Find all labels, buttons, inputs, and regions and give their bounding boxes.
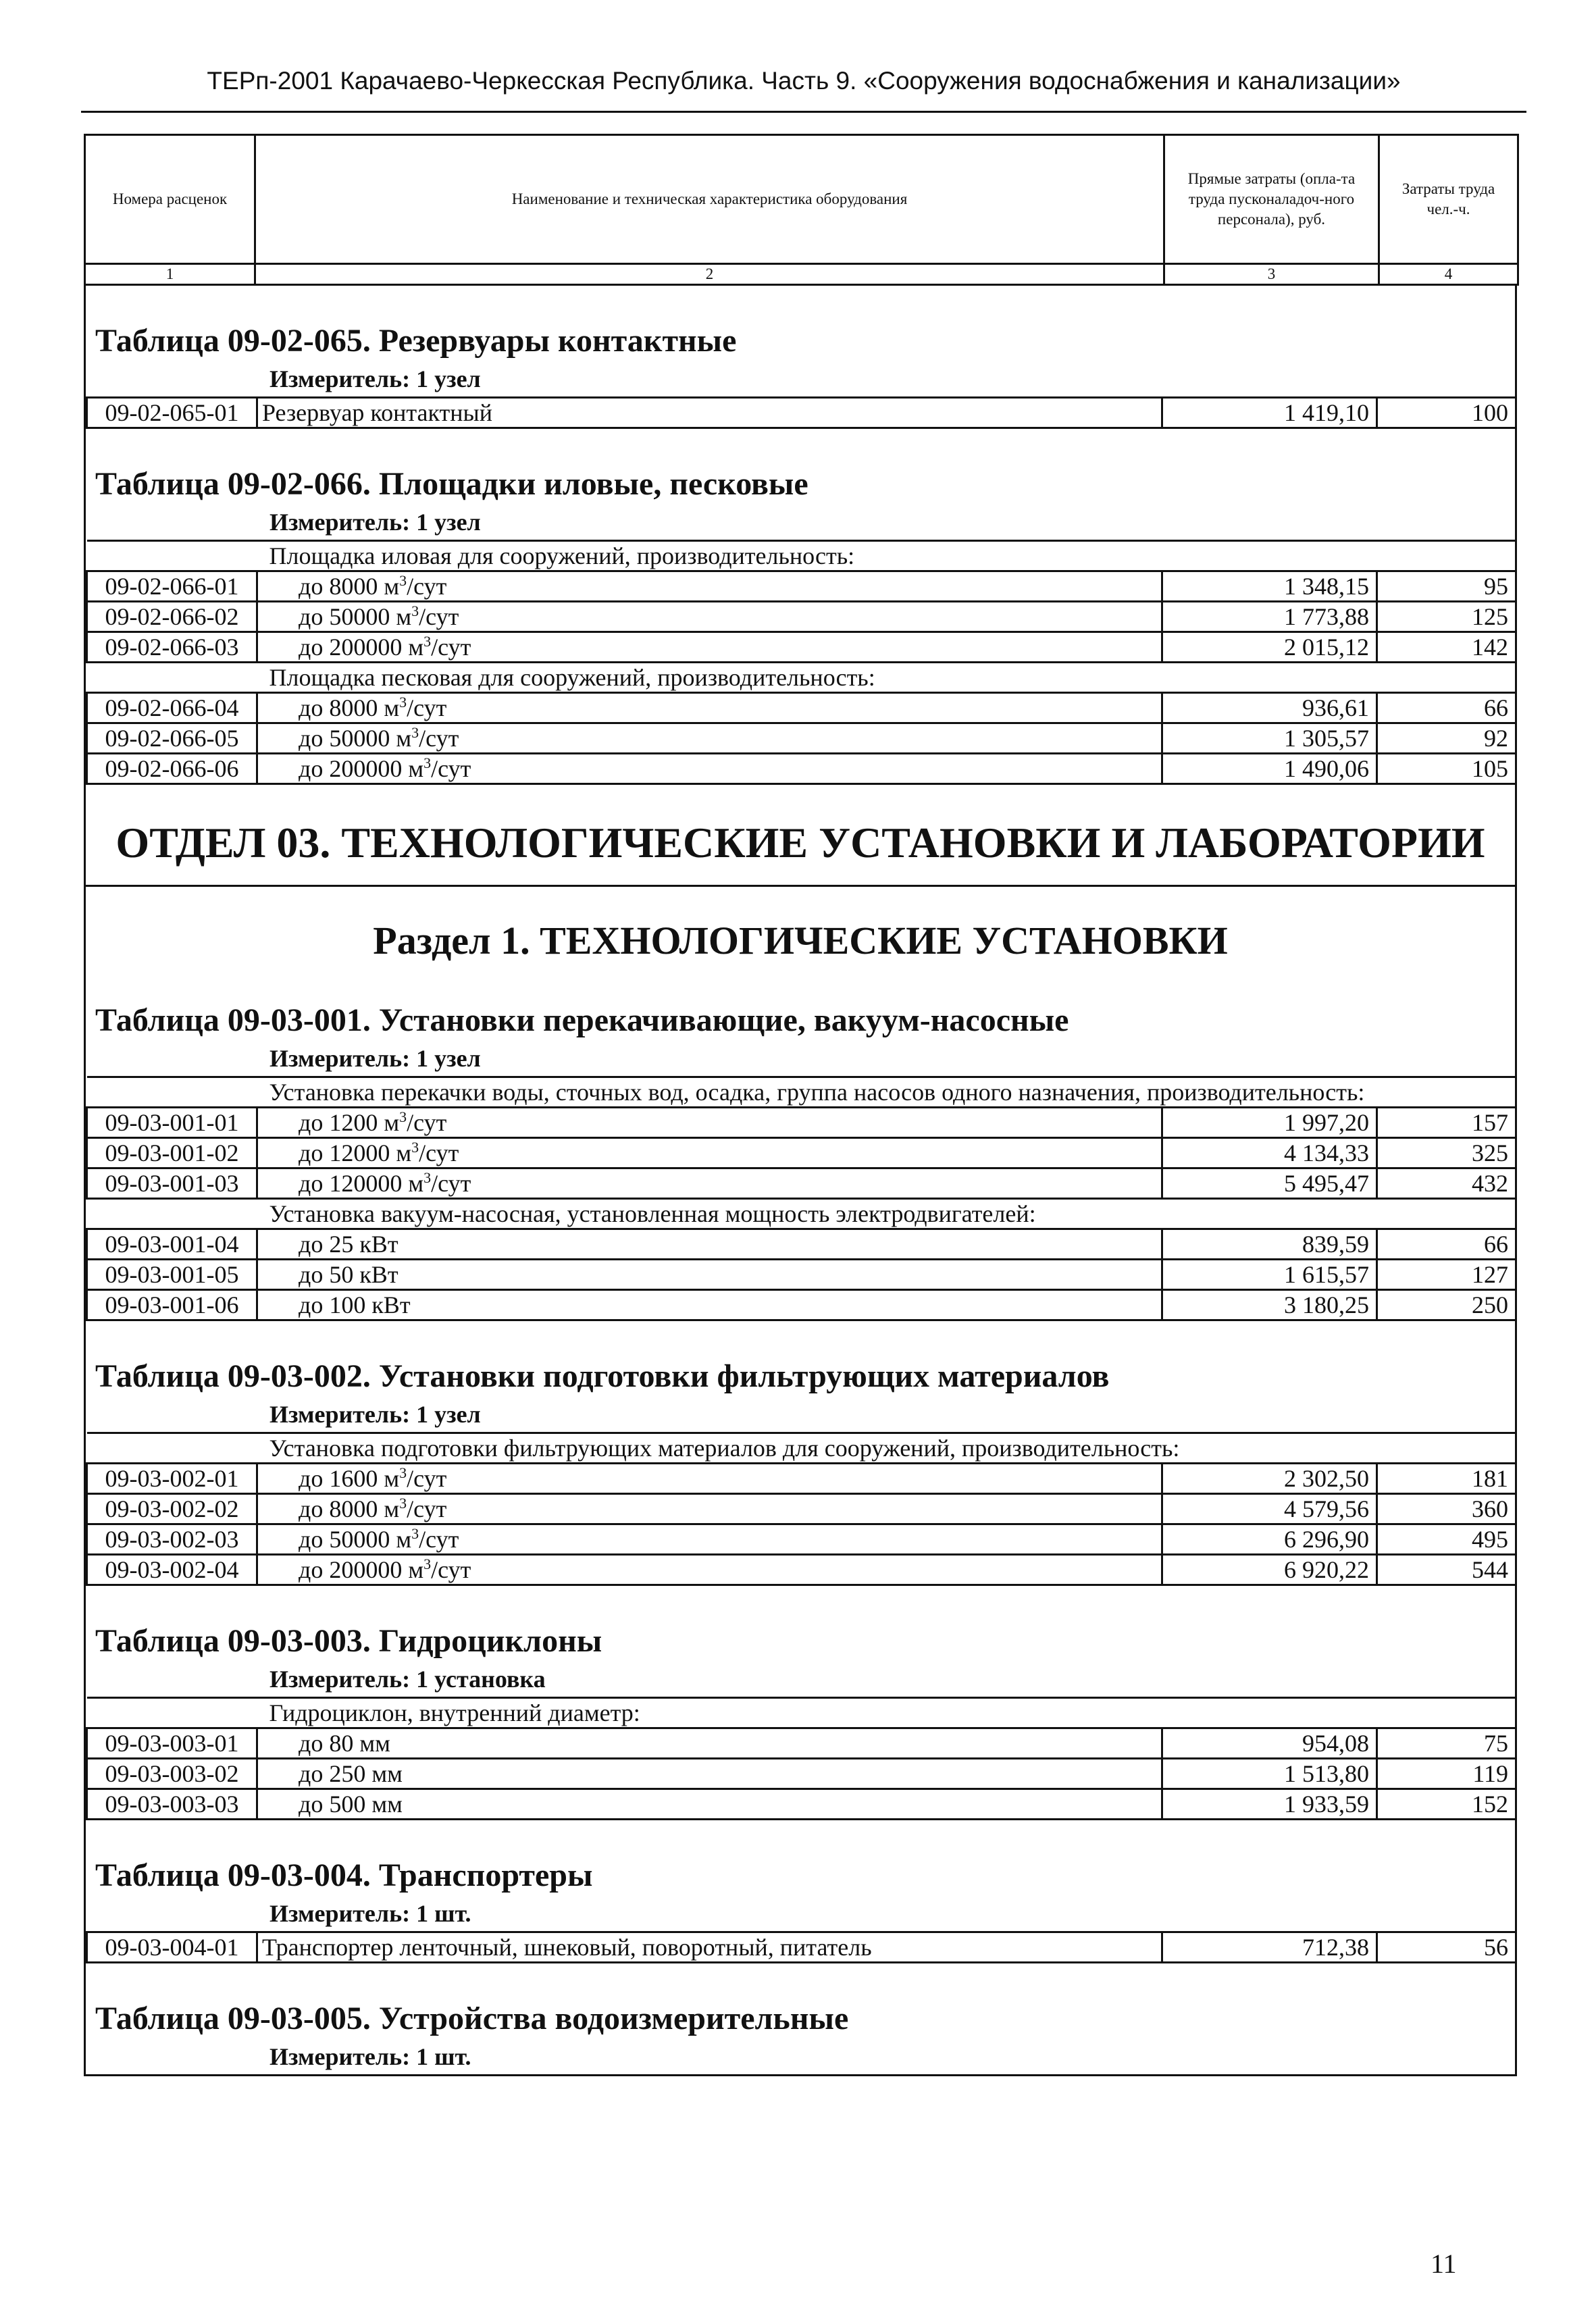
page-number: 11 <box>1431 2248 1457 2279</box>
rate-labor: 152 <box>1377 1789 1516 1820</box>
rate-name: Транспортер ленточный, шнековый, поворотный, питатель <box>257 1932 1162 1963</box>
rate-cost: 1 513,80 <box>1162 1759 1377 1789</box>
rate-labor: 127 <box>1377 1260 1516 1290</box>
price-table-document <box>84 134 1517 2076</box>
rate-labor: 142 <box>1377 632 1516 663</box>
rate-labor: 495 <box>1377 1524 1516 1555</box>
measure-label: Измеритель: 1 узел <box>269 509 481 536</box>
rate-cost: 1 348,15 <box>1162 571 1377 602</box>
rate-code: 09-03-002-02 <box>87 1494 257 1524</box>
table-row <box>87 1759 1516 1789</box>
column-header-labor: Затраты труда чел.-ч. <box>1379 135 1518 264</box>
rate-table-09-02-066 <box>86 540 1517 785</box>
rate-cost: 936,61 <box>1162 693 1377 723</box>
rate-code: 09-02-066-01 <box>87 571 257 602</box>
rate-code: 09-03-003-01 <box>87 1728 257 1759</box>
rate-labor: 157 <box>1377 1108 1516 1138</box>
rate-name: до 200000 $м^3$/сут <box>257 1555 1162 1585</box>
rate-labor: 250 <box>1377 1290 1516 1320</box>
rate-code: 09-03-001-03 <box>87 1168 257 1199</box>
table-row <box>87 1464 1516 1494</box>
column-header-cost: Прямые затраты (опла-та труда пусконаладоч-ного персонала), руб. <box>1164 135 1379 264</box>
rate-labor: 66 <box>1377 1229 1516 1260</box>
measure-label: Измеритель: 1 узел <box>269 1401 481 1428</box>
rate-code: 09-02-066-03 <box>87 632 257 663</box>
rate-table-09-03-002 <box>86 1432 1517 1586</box>
table-row <box>87 693 1516 723</box>
rate-code: 09-03-004-01 <box>87 1932 257 1963</box>
rate-cost: 2 015,12 <box>1162 632 1377 663</box>
measure-label: Измеритель: 1 узел <box>269 1045 481 1072</box>
rate-labor: 66 <box>1377 693 1516 723</box>
rate-cost: 1 933,59 <box>1162 1789 1377 1820</box>
rate-code: 09-03-002-04 <box>87 1555 257 1585</box>
table-title-09-03-001: Таблица 09-03-001. Установки перекачивающие, вакуум-насосные <box>95 1002 1069 1038</box>
rate-cost: 1 419,10 <box>1162 398 1377 428</box>
table-row <box>87 1524 1516 1555</box>
rate-code: 09-03-002-03 <box>87 1524 257 1555</box>
rate-table-09-03-003 <box>86 1697 1517 1820</box>
rate-cost: 3 180,25 <box>1162 1290 1377 1320</box>
rate-name: до 8000 $м^3$/сут <box>257 693 1162 723</box>
rate-labor: 56 <box>1377 1932 1516 1963</box>
column-number-4: 4 <box>1379 264 1518 285</box>
rate-labor: 125 <box>1377 602 1516 632</box>
group-heading: Установка подготовки фильтрующих материалов для сооружений, производительность: <box>87 1433 1516 1464</box>
rate-name: до 50 кВт <box>257 1260 1162 1290</box>
rate-cost: 1 490,06 <box>1162 754 1377 784</box>
rate-labor: 105 <box>1377 754 1516 784</box>
column-number-1: 1 <box>85 264 255 285</box>
table-title-09-03-003: Таблица 09-03-003. Гидроциклоны <box>95 1623 602 1659</box>
measure-label: Измеритель: 1 узел <box>269 365 481 392</box>
table-row <box>87 571 1516 602</box>
rate-name: до 12000 $м^3$/сут <box>257 1138 1162 1168</box>
rate-name: до 1600 $м^3$/сут <box>257 1464 1162 1494</box>
table-title-09-03-005: Таблица 09-03-005. Устройства водоизмерительные <box>95 2001 849 2036</box>
table-row <box>87 1108 1516 1138</box>
header-rule <box>81 111 1526 113</box>
table-body <box>84 286 1517 2076</box>
table-title-09-03-002: Таблица 09-03-002. Установки подготовки фильтрующих материалов <box>95 1358 1110 1394</box>
table-title-09-02-065: Таблица 09-02-065. Резервуары контактные <box>95 323 737 359</box>
measure-label: Измеритель: 1 установка <box>269 1666 546 1693</box>
rate-labor: 119 <box>1377 1759 1516 1789</box>
rate-labor: 100 <box>1377 398 1516 428</box>
rate-cost: 839,59 <box>1162 1229 1377 1260</box>
rate-name: до 500 мм <box>257 1789 1162 1820</box>
rate-labor: 75 <box>1377 1728 1516 1759</box>
rate-name: до 100 кВт <box>257 1290 1162 1320</box>
rate-code: 09-02-066-05 <box>87 723 257 754</box>
rate-code: 09-03-001-04 <box>87 1229 257 1260</box>
table-row <box>87 1229 1516 1260</box>
rate-name: до 200000 $м^3$/сут <box>257 754 1162 784</box>
table-row <box>87 1494 1516 1524</box>
department-heading: ОТДЕЛ 03. ТЕХНОЛОГИЧЕСКИЕ УСТАНОВКИ И ЛАБОРАТОРИИ <box>86 785 1515 887</box>
group-heading: Гидроциклон, внутренний диаметр: <box>87 1698 1516 1728</box>
rate-name: до 200000 $м^3$/сут <box>257 632 1162 663</box>
rate-cost: 1 773,88 <box>1162 602 1377 632</box>
table-title-09-02-066: Таблица 09-02-066. Площадки иловые, песковые <box>95 466 808 502</box>
group-heading: Площадка песковая для сооружений, производительность: <box>87 663 1516 693</box>
table-row <box>87 1555 1516 1585</box>
rate-cost: 4 134,33 <box>1162 1138 1377 1168</box>
rate-name: до 80 мм <box>257 1728 1162 1759</box>
rate-cost: 1 997,20 <box>1162 1108 1377 1138</box>
rate-name: до 120000 $м^3$/сут <box>257 1168 1162 1199</box>
rate-cost: 1 305,57 <box>1162 723 1377 754</box>
rate-labor: 325 <box>1377 1138 1516 1168</box>
table-row <box>87 1260 1516 1290</box>
rate-code: 09-02-065-01 <box>87 398 257 428</box>
column-number-2: 2 <box>255 264 1164 285</box>
rate-cost: 712,38 <box>1162 1932 1377 1963</box>
rate-cost: 1 615,57 <box>1162 1260 1377 1290</box>
rate-labor: 181 <box>1377 1464 1516 1494</box>
rate-labor: 544 <box>1377 1555 1516 1585</box>
rate-name: до 8000 $м^3$/сут <box>257 1494 1162 1524</box>
rate-name: до 25 кВт <box>257 1229 1162 1260</box>
group-heading: Установка перекачки воды, сточных вод, осадка, группа насосов одного назначения, производительность: <box>87 1077 1516 1108</box>
rate-code: 09-03-001-01 <box>87 1108 257 1138</box>
group-heading: Площадка иловая для сооружений, производительность: <box>87 541 1516 571</box>
table-row <box>87 723 1516 754</box>
table-row <box>87 398 1516 428</box>
table-row <box>87 1728 1516 1759</box>
rate-name: до 8000 $м^3$/сут <box>257 571 1162 602</box>
rate-cost: 4 579,56 <box>1162 1494 1377 1524</box>
rate-code: 09-03-001-05 <box>87 1260 257 1290</box>
rate-table-09-02-065 <box>86 396 1517 429</box>
table-row <box>87 632 1516 663</box>
rate-name: Резервуар контактный <box>257 398 1162 428</box>
rate-labor: 95 <box>1377 571 1516 602</box>
table-row <box>87 754 1516 784</box>
rate-name: до 50000 $м^3$/сут <box>257 1524 1162 1555</box>
running-header: ТЕРп-2001 Карачаево-Черкесская Республика. Часть 9. «Сооружения водоснабжения и канализации» <box>207 67 1401 95</box>
rate-code: 09-02-066-04 <box>87 693 257 723</box>
table-row <box>87 1290 1516 1320</box>
measure-label: Измеритель: 1 шт. <box>269 2043 471 2070</box>
table-title-09-03-004: Таблица 09-03-004. Транспортеры <box>95 1857 593 1893</box>
column-number-3: 3 <box>1164 264 1379 285</box>
rate-labor: 360 <box>1377 1494 1516 1524</box>
rate-name: до 50000 $м^3$/сут <box>257 723 1162 754</box>
rate-name: до 50000 $м^3$/сут <box>257 602 1162 632</box>
rate-table-09-03-001 <box>86 1076 1517 1321</box>
rate-code: 09-03-002-01 <box>87 1464 257 1494</box>
rate-cost: 5 495,47 <box>1162 1168 1377 1199</box>
measure-label: Измеритель: 1 шт. <box>269 1900 471 1927</box>
rate-labor: 92 <box>1377 723 1516 754</box>
rate-code: 09-02-066-02 <box>87 602 257 632</box>
table-row <box>87 1168 1516 1199</box>
group-heading: Установка вакуум-насосная, установленная мощность электродвигателей: <box>87 1199 1516 1229</box>
table-row <box>87 1789 1516 1820</box>
rate-labor: 432 <box>1377 1168 1516 1199</box>
section-heading: Раздел 1. ТЕХНОЛОГИЧЕСКИЕ УСТАНОВКИ <box>373 919 1228 962</box>
column-header-name: Наименование и техническая характеристика оборудования <box>255 135 1164 264</box>
rate-code: 09-02-066-06 <box>87 754 257 784</box>
rate-name: до 250 мм <box>257 1759 1162 1789</box>
rate-code: 09-03-001-06 <box>87 1290 257 1320</box>
column-header <box>84 134 1517 286</box>
rate-code: 09-03-003-03 <box>87 1789 257 1820</box>
rate-cost: 954,08 <box>1162 1728 1377 1759</box>
rate-table-09-03-004 <box>86 1931 1517 1963</box>
rate-cost: 6 296,90 <box>1162 1524 1377 1555</box>
rate-name: до 1200 $м^3$/сут <box>257 1108 1162 1138</box>
rate-cost: 2 302,50 <box>1162 1464 1377 1494</box>
rate-code: 09-03-003-02 <box>87 1759 257 1789</box>
rate-cost: 6 920,22 <box>1162 1555 1377 1585</box>
column-header-codes: Номера расценок <box>85 135 255 264</box>
rate-code: 09-03-001-02 <box>87 1138 257 1168</box>
table-row <box>87 1932 1516 1963</box>
table-row <box>87 602 1516 632</box>
table-row <box>87 1138 1516 1168</box>
